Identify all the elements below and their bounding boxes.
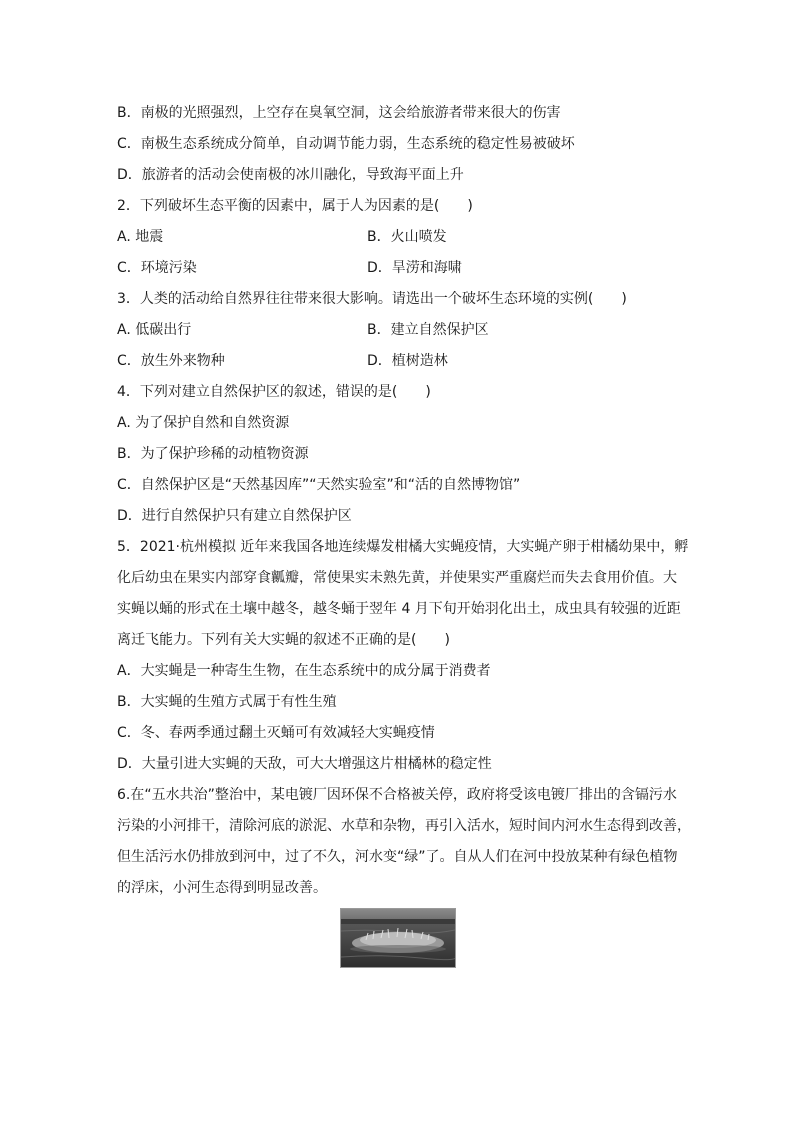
q2-option-b: B．火山喷发: [367, 229, 447, 245]
q5-option-d: D．大量引进大实蝇的天敌，可大大增强这片柑橘林的稳定性: [117, 756, 492, 772]
q2-option-a: A. 地震: [117, 229, 164, 245]
q6-stem-line: 的浮床，小河生态得到明显改善。: [117, 880, 327, 896]
q5-option-b: B．大实蝇的生殖方式属于有性生殖: [117, 694, 337, 710]
q5-stem-line: 化后幼虫在果实内部穿食瓤瓣，常使果实未熟先黄，并使果实严重腐烂而失去食用价值。大: [117, 570, 677, 586]
q2-stem: 2．下列破坏生态平衡的因素中，属于人为因素的是( ): [117, 198, 473, 214]
q4-option-a: A. 为了保护自然和自然资源: [117, 415, 290, 431]
q5-stem-line: 5．2021·杭州模拟 近年来我国各地连续爆发柑橘大实蝇疫情，大实蝇产卵于柑橘幼果中，孵: [117, 539, 689, 555]
q1-option-d: D．旅游者的活动会使南极的冰川融化，导致海平面上升: [117, 167, 464, 183]
q3-options-row-2: [117, 346, 683, 377]
q3-options-row-1: [117, 315, 683, 346]
q6-stem-line: 但生活污水仍排放到河中，过了不久，河水变“绿”了。自从人们在河中投放某种有绿色植物: [117, 849, 678, 865]
floating-bed-photo: [340, 908, 456, 968]
q2-option-c: C．环境污染: [117, 260, 197, 276]
q1-option-c: C．南极生态系统成分简单，自动调节能力弱，生态系统的稳定性易被破坏: [117, 136, 575, 152]
q1-option-b: B．南极的光照强烈，上空存在臭氧空洞，这会给旅游者带来很大的伤害: [117, 105, 561, 121]
q5-option-a: A．大实蝇是一种寄生生物，在生态系统中的成分属于消费者: [117, 663, 491, 679]
q6-stem-line: 污染的小河排干，清除河底的淤泥、水草和杂物，再引入活水，短时间内河水生态得到改善，: [117, 818, 691, 834]
q5-stem-line: 实蝇以蛹的形式在土壤中越冬，越冬蛹于翌年 4 月下旬开始羽化出土，成虫具有较强的近距: [117, 601, 681, 617]
q3-option-a: A. 低碳出行: [117, 322, 192, 338]
q5-option-c: C．冬、春两季通过翻土灭蛹可有效减轻大实蝇疫情: [117, 725, 435, 741]
q2-option-d: D．旱涝和海啸: [367, 260, 462, 276]
q4-stem: 4．下列对建立自然保护区的叙述，错误的是( ): [117, 384, 431, 400]
q2-options-row-1: [117, 222, 683, 253]
q3-stem: 3．人类的活动给自然界往往带来很大影响。请选出一个破坏生态环境的实例( ): [117, 291, 627, 307]
q4-option-b: B．为了保护珍稀的动植物资源: [117, 446, 309, 462]
q4-option-d: D．进行自然保护只有建立自然保护区: [117, 508, 352, 524]
q5-stem-line: 离迁飞能力。下列有关大实蝇的叙述不正确的是( ): [117, 632, 450, 648]
q4-option-c: C．自然保护区是“天然基因库”“天然实验室”和“活的自然博物馆”: [117, 477, 521, 493]
q3-option-d: D．植树造林: [367, 353, 448, 369]
q3-option-b: B．建立自然保护区: [367, 322, 489, 338]
q6-stem-line: 6.在“五水共治”整治中，某电镀厂因环保不合格被关停，政府将受该电镀厂排出的含镉污水: [117, 787, 677, 803]
q3-option-c: C．放生外来物种: [117, 353, 225, 369]
q2-options-row-2: [117, 253, 683, 284]
document-page: [117, 98, 691, 904]
